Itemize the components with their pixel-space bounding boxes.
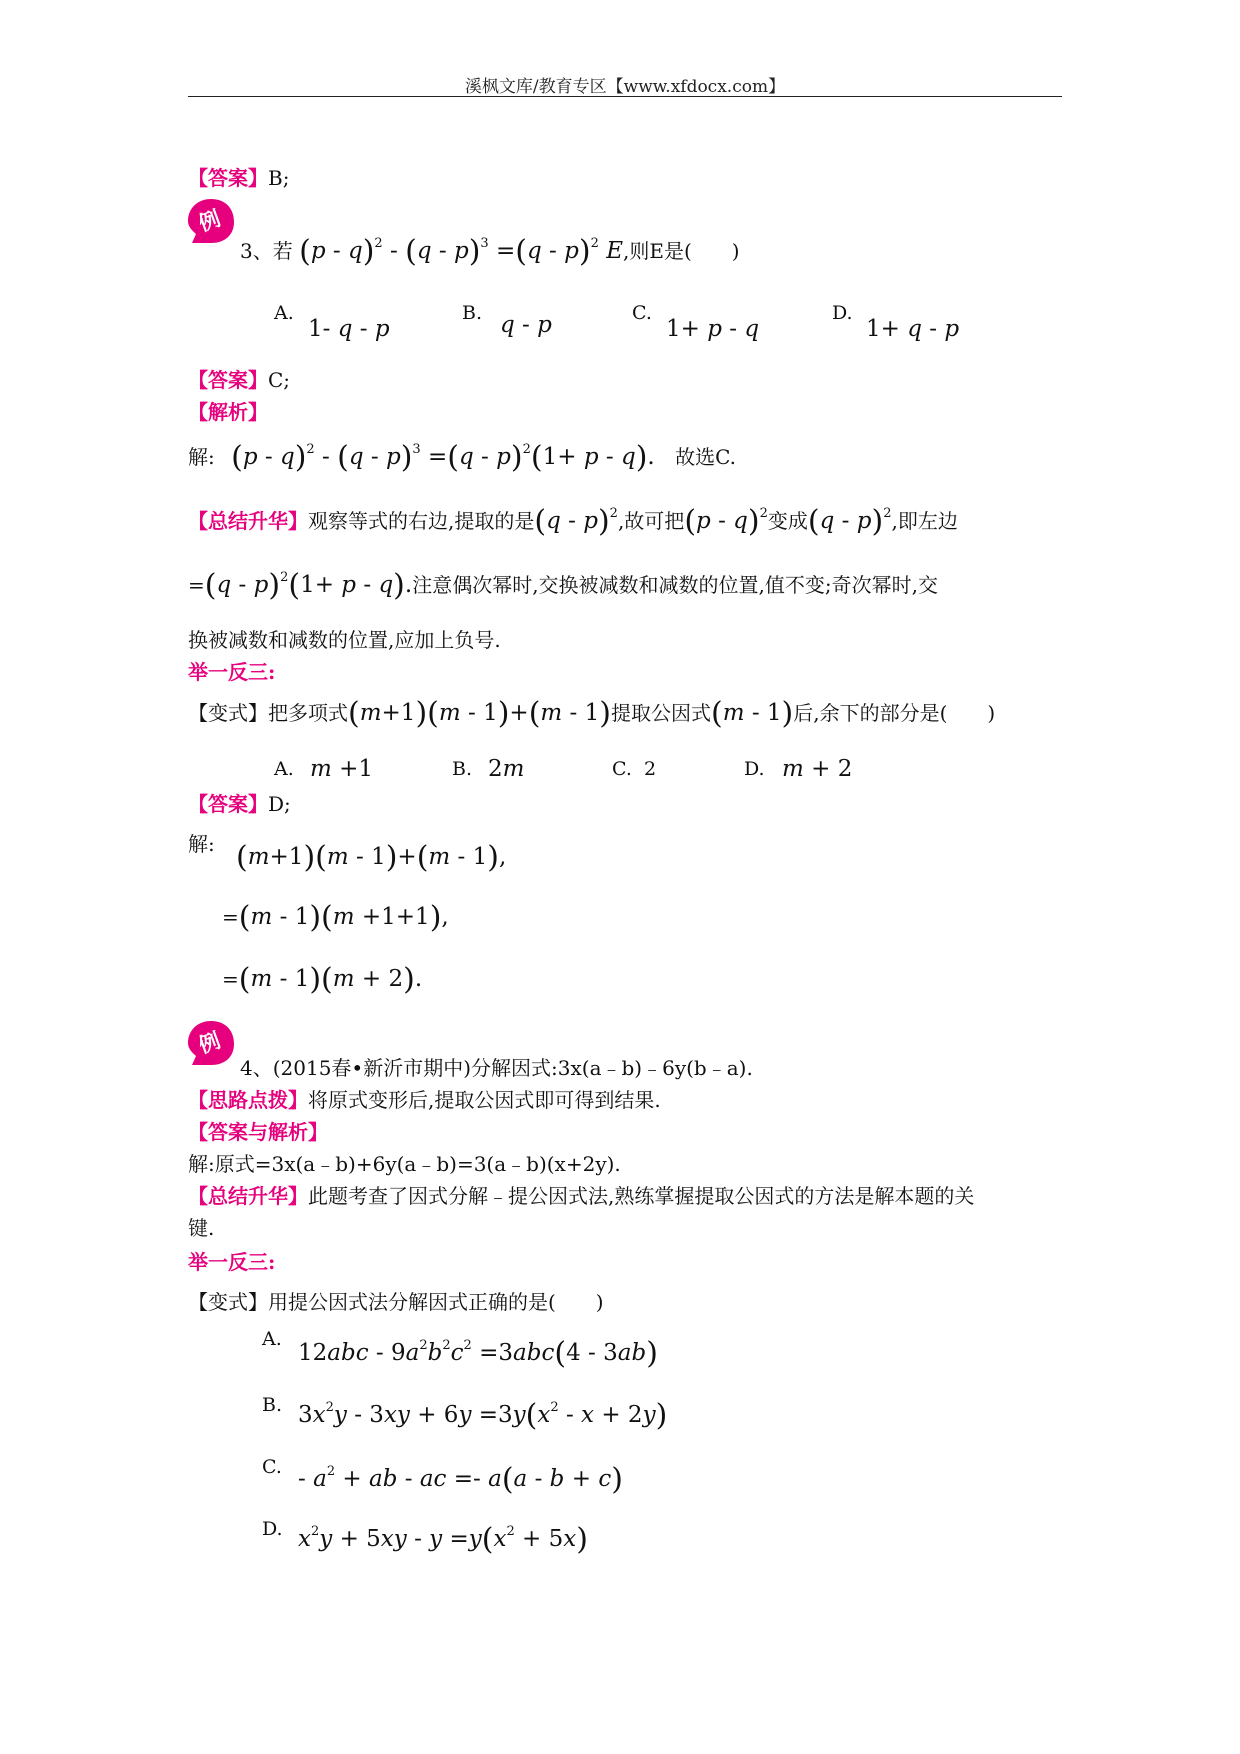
v1-option-c-expr: 2: [644, 758, 657, 780]
v2-option-a-key: A.: [262, 1328, 282, 1350]
option-b-key: B.: [462, 302, 483, 324]
v1-option-b-expr: 2m: [488, 756, 525, 782]
variant2-question: 【变式】用提公因式法分解因式正确的是( ): [188, 1290, 604, 1314]
option-b-expr: q - p: [500, 312, 552, 338]
analysis-label: 【解析】: [188, 400, 268, 424]
answer-label: 【答案】: [188, 166, 268, 190]
answer-line-ex3: 【答案】C;: [188, 368, 291, 392]
v2-option-b-key: B.: [262, 1394, 283, 1416]
practice-label-2: 举一反三:: [188, 1250, 276, 1274]
option-c-expr: 1+ p - q: [666, 316, 760, 342]
v2-option-c-key: C.: [262, 1456, 282, 1478]
v1-option-b-key: B.: [452, 758, 473, 780]
v2-option-a-expr: $12abc - 9a^2b^2c^2 =3abc(4 - 3ab)$: [298, 1336, 658, 1371]
example3-equation: (p - q)$^2$ - (q - p)$^3$ =(q - p)$^2$ E: [299, 234, 623, 269]
example3-summary-1: 【总结升华】观察等式的右边,提取的是(q - p)$^2$,故可把(p - q)$^2$变成(q - p)$^2$,即左边: [188, 504, 958, 539]
variant1-question: 【变式】把多项式(m+1)(m - 1)+(m - 1)提取公因式(m - 1)后,余下的部分是( ): [188, 696, 996, 731]
example4-summary-2: 键.: [188, 1216, 215, 1240]
answer-value: B;: [268, 166, 290, 190]
v2-option-b-expr: $3x^2y - 3xy + 6y =3y(x^2 - x + 2y)$: [298, 1398, 668, 1433]
option-d-key: D.: [832, 302, 853, 324]
svg-text:例: 例: [195, 206, 224, 236]
example3-solution: 解: (p - q)$^2$ - (q - p)$^3$ =(q - p)$^2$(1+ p - q). 故选C.: [188, 440, 737, 475]
page-header: 溪枫文库/教育专区【www.xfdocx.com】: [464, 77, 786, 97]
v2-option-c-expr: - $a^2$ + ab - ac =- a(a - b + c): [298, 1462, 623, 1497]
answer-line-prev: [188, 166, 289, 190]
example-badge-icon-2: [186, 1018, 236, 1068]
header-rule: [188, 96, 1062, 97]
example3-summary-3: 换被减数和减数的位置,应加上负号.: [188, 628, 501, 652]
option-a-key: A.: [274, 302, 294, 324]
v1-option-a-expr: m +1: [310, 756, 374, 782]
v2-option-d-expr: $x^2y + 5xy - y =y(x^2 + 5x)$: [298, 1522, 588, 1557]
v1-option-a-key: A.: [274, 758, 294, 780]
practice-label-1: 举一反三:: [188, 660, 276, 684]
v1-option-d-key: D.: [744, 758, 765, 780]
variant1-solution-1: 解:: [188, 832, 215, 856]
v2-option-d-key: D.: [262, 1518, 283, 1540]
variant1-solution-expr-1: (m+1)(m - 1)+(m - 1),: [236, 840, 507, 875]
example3-question: 3、若 (p - q)$^2$ - (q - p)$^3$ =(q - p)$^2$ E,则E是( ): [240, 234, 740, 269]
v1-option-c-key: C.: [612, 758, 632, 780]
example4-question: 4、(2015春•新沂市期中)分解因式:3x(a﹣b)﹣6y(b﹣a).: [240, 1056, 753, 1080]
example-badge-icon: [186, 196, 236, 246]
v1-option-d-expr: m + 2: [782, 756, 853, 782]
example4-hint: 【思路点拨】将原式变形后,提取公因式即可得到结果.: [188, 1088, 661, 1112]
example4-summary-1: 【总结升华】此题考查了因式分解﹣提公因式法,熟练掌握提取公因式的方法是解本题的关: [188, 1184, 975, 1208]
option-a-expr: 1- q - p: [308, 316, 390, 342]
option-c-key: C.: [632, 302, 652, 324]
variant1-solution-3: =(m - 1)(m + 2).: [222, 962, 423, 997]
answer-line-var1: 【答案】D;: [188, 792, 291, 816]
example4-answer-label: 【答案与解析】: [188, 1120, 328, 1144]
option-d-expr: 1+ q - p: [866, 316, 960, 342]
variant1-solution-2: =(m - 1)(m +1+1),: [222, 900, 449, 935]
example4-solution: 解:原式=3x(a﹣b)+6y(a﹣b)=3(a﹣b)(x+2y).: [188, 1152, 621, 1176]
svg-text:例: 例: [195, 1028, 224, 1058]
example3-summary-2: =(q - p)$^2$(1+ p - q).注意偶次幂时,交换被减数和减数的位置,值不变;奇次幂时,交: [188, 568, 939, 603]
